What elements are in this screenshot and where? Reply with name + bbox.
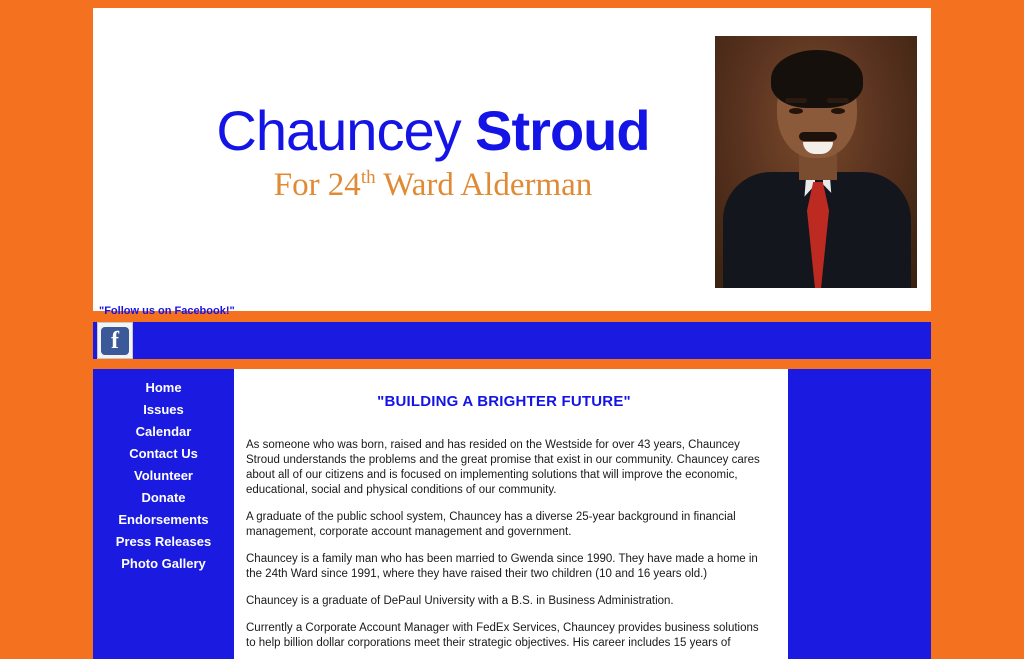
body-paragraph-5: Currently a Corporate Account Manager with FedEx Services, Chauncey provides business solutions to help billion dollar corporations meet their strategic objectives. His career includes 15 years of	[246, 622, 759, 649]
sidebar-item-press-releases[interactable]: Press Releases	[115, 534, 212, 549]
right-sidebar	[788, 369, 931, 659]
logo-tagline-ordinal: th	[360, 167, 376, 188]
logo-first-name: Chauncey	[216, 99, 461, 162]
portrait-eye-right	[831, 108, 845, 114]
body-paragraph-4: Chauncey is a graduate of DePaul University with a B.S. in Business Administration.	[246, 595, 674, 607]
sidebar-nav	[93, 369, 234, 659]
main-content	[234, 369, 788, 659]
facebook-icon[interactable]	[97, 322, 133, 359]
sidebar-item-calendar[interactable]: Calendar	[135, 424, 192, 439]
sidebar-item-contact-us[interactable]: Contact Us	[129, 446, 198, 461]
candidate-portrait	[715, 36, 917, 288]
logo-tagline-prefix: For 24	[273, 167, 361, 203]
portrait-brow-right	[827, 98, 849, 103]
sidebar-item-donate[interactable]: Donate	[141, 490, 186, 505]
logo-last-name: Stroud	[475, 99, 650, 162]
sidebar-item-home[interactable]: Home	[145, 380, 182, 395]
body-paragraph-1: As someone who was born, raised and has resided on the Westside for over 43 years, Chauncey Stroud understands the problems and the great promise that exist in our community. Chauncey cares about all of our citizens and is focused on implementing solutions that will improve the economic, educational, social and physical conditions of our community.	[246, 439, 760, 496]
body-paragraph-2: A graduate of the public school system, Chauncey has a diverse 25-year background in financial management, corporate account management and government.	[246, 511, 736, 538]
sidebar-item-photo-gallery[interactable]: Photo Gallery	[121, 556, 206, 571]
body-paragraph-3: Chauncey is a family man who has been married to Gwenda since 1990. They have made a home in the 24th Ward since 1991, where they have raised their two children (10 and 16 years old.)	[246, 553, 758, 580]
follow-us-label: "Follow us on Facebook!"	[99, 305, 235, 317]
logo-tagline	[123, 167, 743, 204]
site-header	[93, 8, 931, 311]
portrait-eye-left	[789, 108, 803, 114]
site-logo	[123, 99, 743, 204]
sidebar-item-endorsements[interactable]: Endorsements	[118, 512, 209, 527]
sidebar-item-issues[interactable]: Issues	[143, 402, 184, 417]
page-title: "BUILDING A BRIGHTER FUTURE"	[377, 393, 631, 410]
logo-tagline-suffix: Ward Alderman	[375, 167, 593, 203]
facebook-glyph: f	[101, 327, 129, 355]
portrait-mustache	[799, 132, 837, 141]
portrait-brow-left	[785, 98, 807, 103]
sidebar-item-volunteer[interactable]: Volunteer	[134, 468, 193, 483]
logo-name-line	[123, 99, 743, 162]
social-bar	[93, 322, 931, 359]
